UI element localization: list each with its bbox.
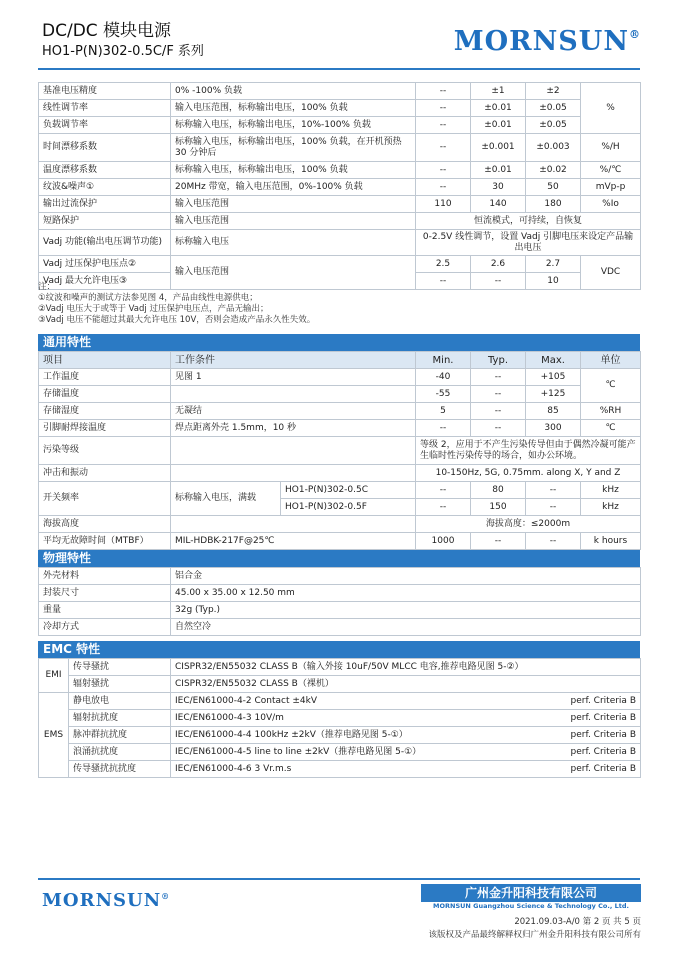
row-max: ±0.003 bbox=[526, 134, 581, 162]
row-typ: ±0.001 bbox=[471, 134, 526, 162]
row-item: 基准电压精度 bbox=[39, 83, 171, 100]
general-spec-table bbox=[38, 351, 641, 550]
output-spec-table bbox=[38, 82, 641, 290]
header-max: Max. bbox=[526, 352, 581, 369]
row-min: -- bbox=[416, 134, 471, 162]
row-item: 冷却方式 bbox=[39, 619, 171, 636]
row-max: ±0.05 bbox=[526, 117, 581, 134]
row-min: -40 bbox=[416, 369, 471, 386]
table-row bbox=[39, 213, 641, 230]
row-unit: %/℃ bbox=[581, 162, 641, 179]
table-row bbox=[39, 134, 641, 162]
row-item: 温度漂移系数 bbox=[39, 162, 171, 179]
row-unit: %/H bbox=[581, 134, 641, 162]
row-max: -- bbox=[526, 482, 581, 499]
row-condition: 标称输入电压，标称输出电压，100% 负载 bbox=[171, 162, 416, 179]
row-typ: -- bbox=[471, 369, 526, 386]
section-title-general: 通用特性 bbox=[38, 334, 640, 351]
row-condition bbox=[171, 386, 416, 403]
row-condition: 输入电压范围，标称输出电压，100% 负载 bbox=[171, 100, 416, 117]
footer-date-page: 2021.09.03-A/0 第 2 页 共 5 页 bbox=[514, 917, 641, 927]
row-max: 300 bbox=[526, 420, 581, 437]
table-row bbox=[39, 256, 641, 273]
table-row bbox=[39, 465, 641, 482]
row-max: ±2 bbox=[526, 83, 581, 100]
table-row bbox=[39, 744, 641, 761]
row-standard: CISPR32/EN55032 CLASS B（输入外接 10uF/50V MLCC 电容,推荐电路见图 5-②） bbox=[171, 659, 641, 676]
row-min: -- bbox=[416, 83, 471, 100]
row-typ: 150 bbox=[471, 499, 526, 516]
emi-label: EMI bbox=[39, 659, 69, 693]
row-standard: CISPR32/EN55032 CLASS B（裸机） bbox=[171, 676, 641, 693]
row-standard: IEC/EN61000-4-4 100kHz ±2kV（推荐电路见图 5-①） bbox=[171, 727, 511, 744]
row-max: 85 bbox=[526, 403, 581, 420]
row-value: 0-2.5V 线性调节，设置 Vadj 引脚电压来设定产品输出电压 bbox=[416, 230, 641, 256]
row-item: 静电放电 bbox=[69, 693, 171, 710]
row-value: 铝合金 bbox=[171, 568, 641, 585]
row-value: 恒流模式，可持续，自恢复 bbox=[416, 213, 641, 230]
header-min: Min. bbox=[416, 352, 471, 369]
row-item: Vadj 最大允许电压③ bbox=[39, 273, 171, 290]
row-item: 辐射骚扰 bbox=[69, 676, 171, 693]
row-item: 浪涌抗扰度 bbox=[69, 744, 171, 761]
row-condition: 0% -100% 负载 bbox=[171, 83, 416, 100]
table-row bbox=[39, 437, 641, 465]
row-unit: k hours bbox=[581, 533, 641, 550]
row-unit: VDC bbox=[581, 256, 641, 290]
row-typ: -- bbox=[471, 420, 526, 437]
row-unit: % bbox=[581, 83, 641, 134]
row-max: 180 bbox=[526, 196, 581, 213]
row-model: HO1-P(N)302-0.5C bbox=[281, 482, 416, 499]
table-row bbox=[39, 533, 641, 550]
table-row bbox=[39, 659, 641, 676]
document-title: DC/DC 模块电源 bbox=[42, 21, 172, 41]
header-typ: Typ. bbox=[471, 352, 526, 369]
row-item: 存储温度 bbox=[39, 386, 171, 403]
row-min: 2.5 bbox=[416, 256, 471, 273]
table-row bbox=[39, 420, 641, 437]
row-max: -- bbox=[526, 533, 581, 550]
row-value: 45.00 x 35.00 x 12.50 mm bbox=[171, 585, 641, 602]
row-condition: MIL-HDBK-217F@25℃ bbox=[171, 533, 416, 550]
table-row bbox=[39, 386, 641, 403]
row-min: -- bbox=[416, 273, 471, 290]
row-typ: -- bbox=[471, 533, 526, 550]
row-min: -- bbox=[416, 482, 471, 499]
row-item: 脉冲群抗扰度 bbox=[69, 727, 171, 744]
row-unit: %Io bbox=[581, 196, 641, 213]
row-typ: ±1 bbox=[471, 83, 526, 100]
row-unit: kHz bbox=[581, 482, 641, 499]
row-value: 海拔高度：≤2000m bbox=[416, 516, 641, 533]
row-condition: 无凝结 bbox=[171, 403, 416, 420]
ems-label: EMS bbox=[39, 693, 69, 778]
note-line: ③Vadj 电压不能超过其最大允许电压 10V，否则会造成产品永久性失效。 bbox=[38, 315, 316, 325]
note-line: ①纹波和噪声的测试方法参见图 4，产品由线性电源供电； bbox=[38, 293, 258, 303]
emc-spec-table bbox=[38, 658, 641, 778]
row-item: 海拔高度 bbox=[39, 516, 171, 533]
row-item: 封装尺寸 bbox=[39, 585, 171, 602]
row-item: 负载调节率 bbox=[39, 117, 171, 134]
row-typ: 80 bbox=[471, 482, 526, 499]
row-min: -- bbox=[416, 100, 471, 117]
row-unit: ℃ bbox=[581, 369, 641, 403]
table-row bbox=[39, 179, 641, 196]
header-divider bbox=[38, 68, 640, 70]
row-item: 污染等级 bbox=[39, 437, 171, 465]
row-item: 传导骚扰 bbox=[69, 659, 171, 676]
row-min: 1000 bbox=[416, 533, 471, 550]
row-min: -- bbox=[416, 420, 471, 437]
section-title-physical: 物理特性 bbox=[38, 550, 640, 567]
row-criteria: perf. Criteria B bbox=[511, 693, 641, 710]
row-typ: -- bbox=[471, 386, 526, 403]
row-item: 开关频率 bbox=[39, 482, 171, 516]
header-item: 项目 bbox=[39, 352, 171, 369]
table-row bbox=[39, 602, 641, 619]
row-typ: ±0.01 bbox=[471, 100, 526, 117]
row-max: ±0.02 bbox=[526, 162, 581, 179]
physical-spec-table bbox=[38, 567, 641, 636]
row-typ: 140 bbox=[471, 196, 526, 213]
row-item: 冲击和振动 bbox=[39, 465, 171, 482]
row-item: 短路保护 bbox=[39, 213, 171, 230]
row-item: 辐射抗扰度 bbox=[69, 710, 171, 727]
row-standard: IEC/EN61000-4-3 10V/m bbox=[171, 710, 511, 727]
note-line: 注： bbox=[38, 282, 56, 292]
row-item: 存储湿度 bbox=[39, 403, 171, 420]
table-row bbox=[39, 710, 641, 727]
row-min: -- bbox=[416, 499, 471, 516]
document-subtitle: HO1-P(N)302-0.5C/F 系列 bbox=[42, 44, 204, 59]
row-condition: 标称输入电压，标称输出电压，10%-100% 负载 bbox=[171, 117, 416, 134]
row-condition: 标称输入电压 bbox=[171, 230, 416, 256]
table-row bbox=[39, 727, 641, 744]
brand-logo: MORNSUN® bbox=[453, 26, 641, 57]
row-item: Vadj 过压保护电压点② bbox=[39, 256, 171, 273]
row-model: HO1-P(N)302-0.5F bbox=[281, 499, 416, 516]
table-notes bbox=[38, 282, 640, 326]
section-title-emc: EMC 特性 bbox=[38, 641, 640, 658]
row-condition: 标称输入电压，满载 bbox=[171, 482, 281, 516]
row-condition: 输入电压范围 bbox=[171, 213, 416, 230]
row-min: -55 bbox=[416, 386, 471, 403]
row-item: 重量 bbox=[39, 602, 171, 619]
row-condition: 见图 1 bbox=[171, 369, 416, 386]
row-max: 50 bbox=[526, 179, 581, 196]
row-typ: ±0.01 bbox=[471, 117, 526, 134]
table-row bbox=[39, 568, 641, 585]
table-row bbox=[39, 83, 641, 100]
footer-divider bbox=[38, 878, 640, 880]
row-item: 工作温度 bbox=[39, 369, 171, 386]
table-row bbox=[39, 693, 641, 710]
row-item: 时间漂移系数 bbox=[39, 134, 171, 162]
table-row bbox=[39, 403, 641, 420]
row-value: 自然空冷 bbox=[171, 619, 641, 636]
table-row bbox=[39, 619, 641, 636]
row-item: 线性调节率 bbox=[39, 100, 171, 117]
row-max: +125 bbox=[526, 386, 581, 403]
row-max: 10 bbox=[526, 273, 581, 290]
row-max: 2.7 bbox=[526, 256, 581, 273]
row-standard: IEC/EN61000-4-2 Contact ±4kV bbox=[171, 693, 511, 710]
footer-company-name-en: MORNSUN Guangzhou Science & Technology Co., Ltd. bbox=[433, 902, 629, 910]
row-typ: ±0.01 bbox=[471, 162, 526, 179]
row-criteria: perf. Criteria B bbox=[511, 727, 641, 744]
row-item: 外壳材料 bbox=[39, 568, 171, 585]
table-row bbox=[39, 516, 641, 533]
table-row bbox=[39, 482, 641, 499]
row-standard: IEC/EN61000-4-5 line to line ±2kV（推荐电路见图 5-①） bbox=[171, 744, 511, 761]
row-value: 10-150Hz, 5G, 0.75mm. along X, Y and Z bbox=[416, 465, 641, 482]
row-criteria: perf. Criteria B bbox=[511, 761, 641, 778]
table-row bbox=[39, 100, 641, 117]
table-row bbox=[39, 676, 641, 693]
row-value: 等级 2，应用于不产生污染传导但由于偶然冷凝可能产生临时性污染传导的场合，如办公环境。 bbox=[416, 437, 641, 465]
footer-logo: MORNSUN® bbox=[42, 890, 171, 911]
row-unit: ℃ bbox=[581, 420, 641, 437]
row-item: 传导骚扰抗扰度 bbox=[69, 761, 171, 778]
row-condition: 输入电压范围 bbox=[171, 256, 416, 290]
row-max: -- bbox=[526, 499, 581, 516]
footer-rights: 该版权及产品最终解释权归广州金升阳科技有限公司所有 bbox=[428, 930, 641, 940]
note-line: ②Vadj 电压大于或等于 Vadj 过压保护电压点，产品无输出； bbox=[38, 304, 269, 314]
table-row bbox=[39, 230, 641, 256]
row-min: 110 bbox=[416, 196, 471, 213]
row-value: 32g (Typ.) bbox=[171, 602, 641, 619]
row-typ: -- bbox=[471, 273, 526, 290]
row-condition: 焊点距离外壳 1.5mm，10 秒 bbox=[171, 420, 416, 437]
row-min: -- bbox=[416, 179, 471, 196]
row-typ: 30 bbox=[471, 179, 526, 196]
row-criteria: perf. Criteria B bbox=[511, 744, 641, 761]
row-item: 平均无故障时间（MTBF） bbox=[39, 533, 171, 550]
row-unit: mVp-p bbox=[581, 179, 641, 196]
row-max: +105 bbox=[526, 369, 581, 386]
table-row bbox=[39, 369, 641, 386]
row-unit: %RH bbox=[581, 403, 641, 420]
row-item: Vadj 功能(输出电压调节功能) bbox=[39, 230, 171, 256]
row-min: -- bbox=[416, 117, 471, 134]
row-condition: 标称输入电压，标称输出电压，100% 负载，在开机预热 30 分钟后 bbox=[171, 134, 416, 162]
footer-company-name: 广州金升阳科技有限公司 bbox=[421, 884, 641, 902]
row-item: 引脚耐焊接温度 bbox=[39, 420, 171, 437]
row-item: 纹波&噪声① bbox=[39, 179, 171, 196]
table-row bbox=[39, 117, 641, 134]
header-condition: 工作条件 bbox=[171, 352, 416, 369]
row-min: 5 bbox=[416, 403, 471, 420]
table-header-row bbox=[39, 352, 641, 369]
table-row bbox=[39, 196, 641, 213]
row-min: -- bbox=[416, 162, 471, 179]
header-unit: 单位 bbox=[581, 352, 641, 369]
table-row bbox=[39, 585, 641, 602]
row-typ: -- bbox=[471, 403, 526, 420]
row-standard: IEC/EN61000-4-6 3 Vr.m.s bbox=[171, 761, 511, 778]
table-row bbox=[39, 761, 641, 778]
row-condition: 输入电压范围 bbox=[171, 196, 416, 213]
row-condition: 20MHz 带宽，输入电压范围，0%-100% 负载 bbox=[171, 179, 416, 196]
row-typ: 2.6 bbox=[471, 256, 526, 273]
table-row bbox=[39, 162, 641, 179]
row-unit: kHz bbox=[581, 499, 641, 516]
row-max: ±0.05 bbox=[526, 100, 581, 117]
row-item: 输出过流保护 bbox=[39, 196, 171, 213]
row-criteria: perf. Criteria B bbox=[511, 710, 641, 727]
